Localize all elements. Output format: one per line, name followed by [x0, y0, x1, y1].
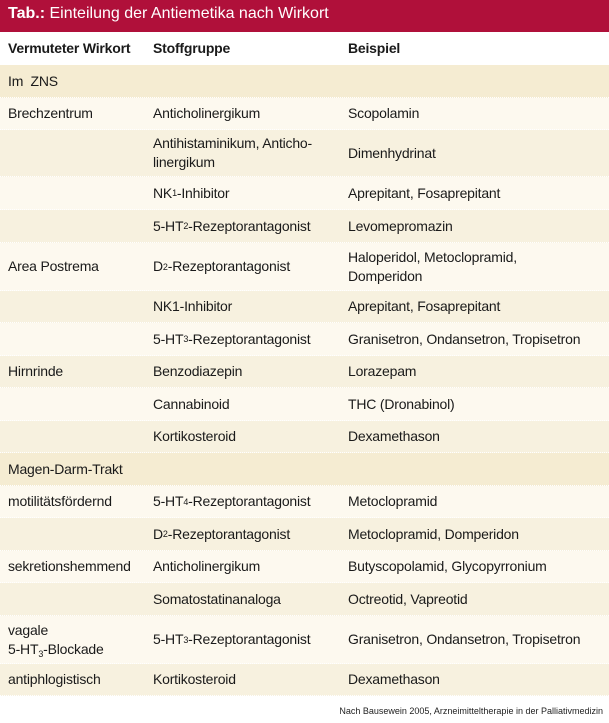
cell-wirkort	[8, 130, 148, 176]
cell-beispiel	[348, 243, 606, 290]
formula-suffix: -Blockade	[43, 640, 104, 657]
table-title: Einteilung der Antiemetika nach Wirkort	[49, 5, 329, 22]
cell-stoffgruppe: 5-HT 2 -Rezeptorantagonist	[153, 217, 311, 234]
formula-base: 5-HT	[153, 493, 184, 509]
cell-beispiel: Butyscopolamid, Glycopyrronium	[348, 558, 547, 574]
source-footnote: Nach Bausewein 2005, Arzneimitteltherapie in der Palliativmedizin	[339, 706, 603, 716]
formula-suffix: -Rezeptorantagonist	[188, 330, 311, 347]
table-row	[0, 210, 609, 243]
table-row	[0, 583, 609, 616]
cell-wirkort-line1: vagale	[8, 621, 49, 638]
cell-beispiel: Levomepromazin	[348, 217, 453, 234]
cell-stoffgruppe	[153, 130, 343, 176]
cell-beispiel: Dexamethason	[348, 428, 440, 444]
cell-stoffgruppe: Anticholinergikum	[153, 105, 261, 121]
cell-stoffgruppe: Benzodiazepin	[153, 363, 243, 379]
formula-base: 5-HT	[153, 631, 184, 647]
cell-beispiel: Granisetron, Ondansetron, Tropisetron	[348, 631, 581, 647]
cell-wirkort	[8, 421, 148, 452]
formula-base: 5-HT	[8, 640, 39, 657]
cell-beispiel: Dimenhydrinat	[348, 144, 436, 161]
cell-stoffgruppe: D 2 -Rezeptorantagonist	[153, 258, 291, 274]
table-row	[0, 177, 609, 210]
cell-wirkort	[8, 518, 148, 550]
cell-wirkort	[8, 388, 148, 420]
cell-wirkort	[8, 210, 148, 242]
formula-base: D	[153, 525, 163, 542]
cell-wirkort: Area Postrema	[8, 258, 99, 274]
cell-stoffgruppe: Cannabinoid	[153, 395, 230, 412]
section-row-zns	[0, 65, 609, 98]
cell-stoffgruppe: 5-HT 3 -Rezeptorantagonist	[153, 631, 311, 647]
cell-beispiel: Aprepitant, Fosaprepitant	[348, 298, 501, 314]
table-row	[0, 664, 609, 696]
cell-stoffgruppe: 5-HT 4 -Rezeptorantagonist	[153, 493, 311, 509]
table-row	[0, 323, 609, 356]
cell-beispiel: THC (Dronabinol)	[348, 395, 455, 412]
cell-wirkort: motilitätsfördernd	[8, 493, 112, 509]
cell-stoffgruppe: Kortikosteroid	[153, 671, 236, 687]
table-title-bar	[0, 0, 609, 32]
table-row	[0, 616, 609, 664]
cell-wirkort: sekretionshemmend	[8, 558, 131, 574]
table-row	[0, 518, 609, 551]
formula-base: 5-HT	[153, 217, 184, 234]
table-row	[0, 421, 609, 453]
table-row	[0, 243, 609, 291]
cell-stoffgruppe-text: Antihistaminikum, Anticho-linergikum	[153, 135, 312, 170]
cell-wirkort	[8, 291, 148, 322]
cell-wirkort	[8, 616, 148, 663]
section-label: Im ZNS	[8, 72, 58, 89]
cell-wirkort	[8, 583, 148, 615]
cell-beispiel-text: Haloperidol, Metoclopramid, Domperidon	[348, 248, 517, 284]
cell-stoffgruppe: NK 1 -Inhibitor	[153, 184, 230, 201]
table-row	[0, 486, 609, 518]
cell-stoffgruppe: Kortikosteroid	[153, 428, 236, 444]
formula-base: D	[153, 258, 163, 274]
cell-beispiel: Granisetron, Ondansetron, Tropisetron	[348, 330, 581, 347]
antiemetika-table	[0, 32, 609, 696]
table-row	[0, 388, 609, 421]
cell-beispiel: Dexamethason	[348, 671, 440, 687]
cell-beispiel: Metoclopramid, Domperidon	[348, 525, 519, 542]
formula-suffix: -Rezeptorantagonist	[188, 493, 311, 509]
header-stoffgruppe: Stoffgruppe	[153, 39, 231, 56]
table-row	[0, 291, 609, 323]
cell-stoffgruppe: Anticholinergikum	[153, 558, 261, 574]
cell-beispiel: Scopolamin	[348, 105, 420, 121]
cell-wirkort: antiphlogistisch	[8, 671, 101, 687]
table-title-prefix: Tab.:	[8, 5, 46, 22]
formula-base: NK	[153, 184, 173, 201]
formula-suffix: -Rezeptorantagonist	[167, 525, 291, 542]
cell-beispiel: Metoclopramid	[348, 493, 438, 509]
table-row	[0, 551, 609, 583]
cell-beispiel: Lorazepam	[348, 363, 417, 379]
formula-subscript: 3	[38, 648, 44, 659]
cell-stoffgruppe: NK1-Inhibitor	[153, 298, 233, 314]
cell-wirkort	[8, 177, 148, 209]
formula-suffix: -Inhibitor	[176, 184, 230, 201]
table-header-row	[0, 32, 609, 65]
formula-base: 5-HT	[153, 330, 184, 347]
cell-beispiel: Aprepitant, Fosaprepitant	[348, 184, 501, 201]
formula-suffix: -Rezeptorantagonist	[188, 217, 311, 234]
cell-wirkort: Brechzentrum	[8, 105, 93, 121]
cell-wirkort-line2	[8, 640, 104, 659]
cell-wirkort: Hirnrinde	[8, 363, 63, 379]
cell-stoffgruppe: D 2 -Rezeptorantagonist	[153, 525, 291, 542]
cell-wirkort	[8, 323, 148, 355]
section-row-magen-darm	[0, 453, 609, 486]
cell-beispiel: Octreotid, Vapreotid	[348, 590, 468, 607]
cell-stoffgruppe: Somatostatinanaloga	[153, 590, 281, 607]
section-label: Magen-Darm-Trakt	[8, 460, 123, 477]
formula-suffix: -Rezeptorantagonist	[167, 258, 291, 274]
table-row	[0, 130, 609, 177]
cell-stoffgruppe: 5-HT 3 -Rezeptorantagonist	[153, 330, 311, 347]
table-row	[0, 356, 609, 388]
header-wirkort: Vermuteter Wirkort	[8, 39, 131, 56]
header-beispiel: Beispiel	[348, 39, 401, 56]
formula-suffix: -Rezeptorantagonist	[188, 631, 311, 647]
table-row	[0, 98, 609, 130]
